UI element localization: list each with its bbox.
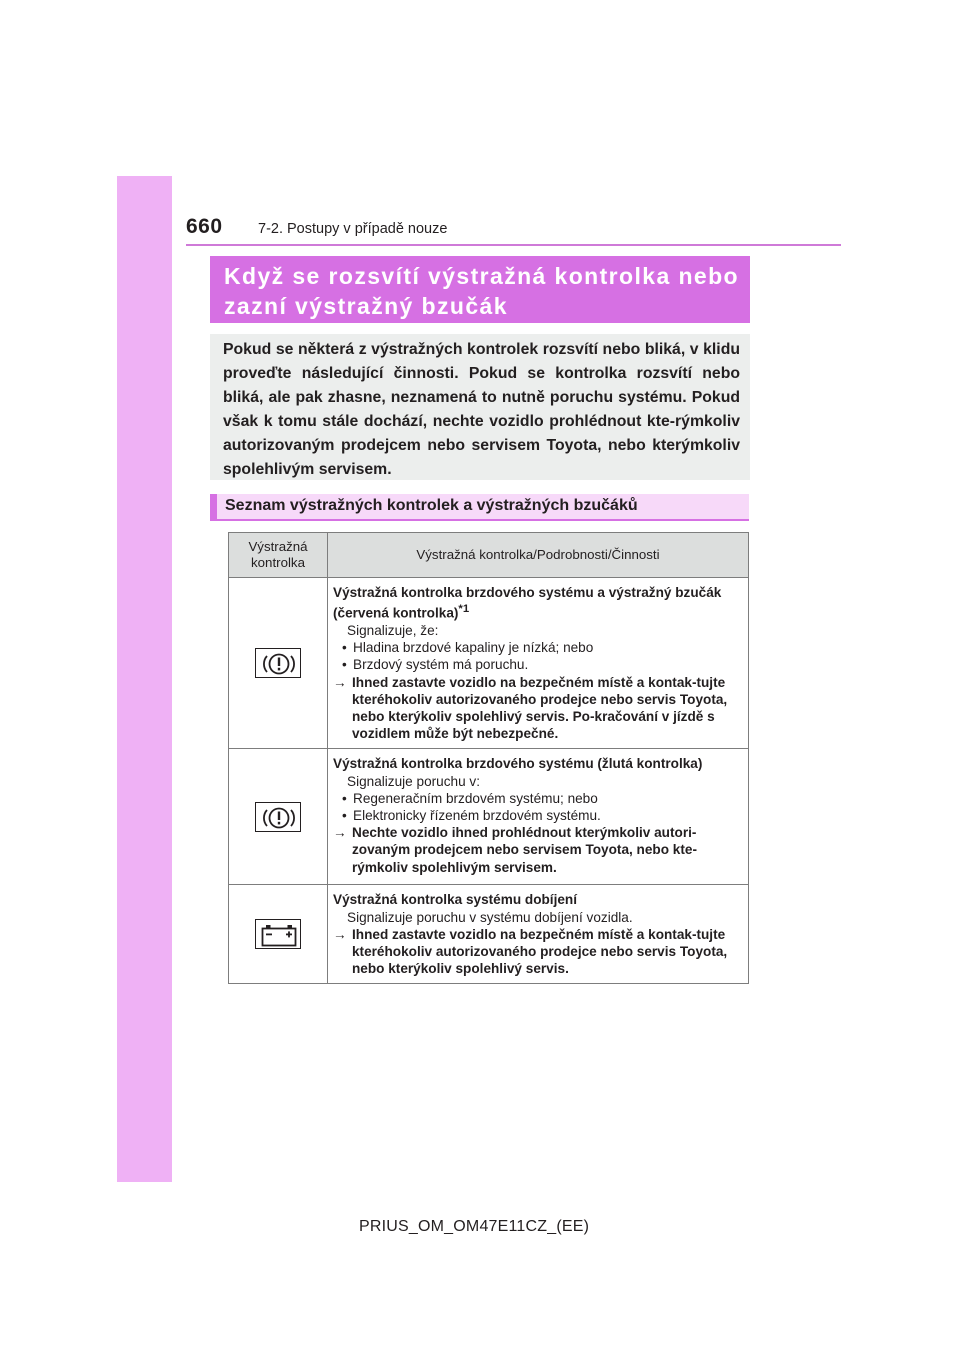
details-cell [328,578,749,749]
warning-title: Výstražná kontrolka systému dobíjení [333,892,578,908]
section-label: 7-2. Postupy v případě nouze [258,221,448,237]
battery-charging-icon [255,919,301,949]
table-header-details: Výstražná kontrolka/Podrobnosti/Činnosti [328,533,749,578]
warning-light-table [228,532,749,984]
title-line-1: Když se rozsvítí výstražná kontrolka nebo [224,263,739,289]
action-instruction: → Ihned zastavte vozidlo na bezpečném místě a kontak-tujte kteréhokoliv autorizovaného prodejce nebo servis Toyota, nebo kterýkoliv spolehlivý servis. Po-kračování v jízdě s vozidlem může být nebezpečné. [333,674,728,742]
brake-warning-icon [255,648,301,678]
table-row [229,885,749,984]
list-item: • Hladina brzdové kapaliny je nízká; nebo [333,639,742,656]
table-row [229,749,749,885]
page-number: 660 [186,215,223,238]
brake-system-warning-icon [255,802,301,832]
list-item: • Brzdový systém má poruchu. [333,656,742,673]
action-instruction: → Ihned zastavte vozidlo na bezpečném místě a kontak-tujte kteréhokoliv autorizovaného prodejce nebo servis Toyota, nebo kterýkoliv spolehlivý servis. [333,926,728,977]
action-instruction: → Nechte vozidlo ihned prohlédnout kterýmkoliv autori-zovaným prodejcem nebo servisem Toyota, nebo kte-rýmkoliv spolehlivým servisem. [333,825,697,875]
table-header-row [229,533,749,578]
arrow-icon: → [333,825,347,841]
details-cell [328,749,749,885]
table-header-indicator: Výstražná kontrolka [229,533,328,578]
title-line-2: zazní výstražný bzučák [224,293,508,319]
details-cell [328,885,749,984]
footnote-ref: *1 [458,603,470,616]
side-tab-strip [117,176,172,1182]
indicator-cell [229,749,328,885]
arrow-icon: → [333,926,347,942]
warning-description: Signalizuje poruchu v systému dobíjení vozidla. [347,909,633,925]
warning-title: Výstražná kontrolka brzdového systému (žlutá kontrolka) [333,756,703,772]
intro-text: Pokud se některá z výstražných kontrolek rozsvítí nebo bliká, v klidu proveďte následující činnosti. Pokud se kontrolka rozsvítí nebo bliká, ale pak zhasne, neznamená to nutně poruchu systému. Pokud však k tomu stále dochází, nechte vozidlo prohlédnout kte-rýmkoliv autorizovaným prodejcem nebo servisem Toyota, nebo kterýmkoliv spolehlivým servisem. [223,341,740,478]
document-footer: PRIUS_OM_OM47E11CZ_(EE) [359,1218,590,1235]
warning-title: Výstražná kontrolka brzdového systému a výstražný bzučák (červená kontrolka)$^{*1}$ [333,585,722,621]
indicator-cell [229,578,328,749]
section-title [210,256,750,323]
warning-description: Signalizuje, že: [347,622,439,638]
list-item: • Elektronicky řízeném brzdovém systému. [333,807,742,824]
list-heading: Seznam výstražných kontrolek a výstražných bzučáků [210,494,749,521]
header-divider [186,244,841,246]
table-row [229,578,749,749]
indicator-cell [229,885,328,984]
warning-description: Signalizuje poruchu v: [347,773,480,789]
intro-box [210,334,750,480]
arrow-icon: → [333,674,347,690]
list-item: • Regeneračním brzdovém systému; nebo [333,790,742,807]
